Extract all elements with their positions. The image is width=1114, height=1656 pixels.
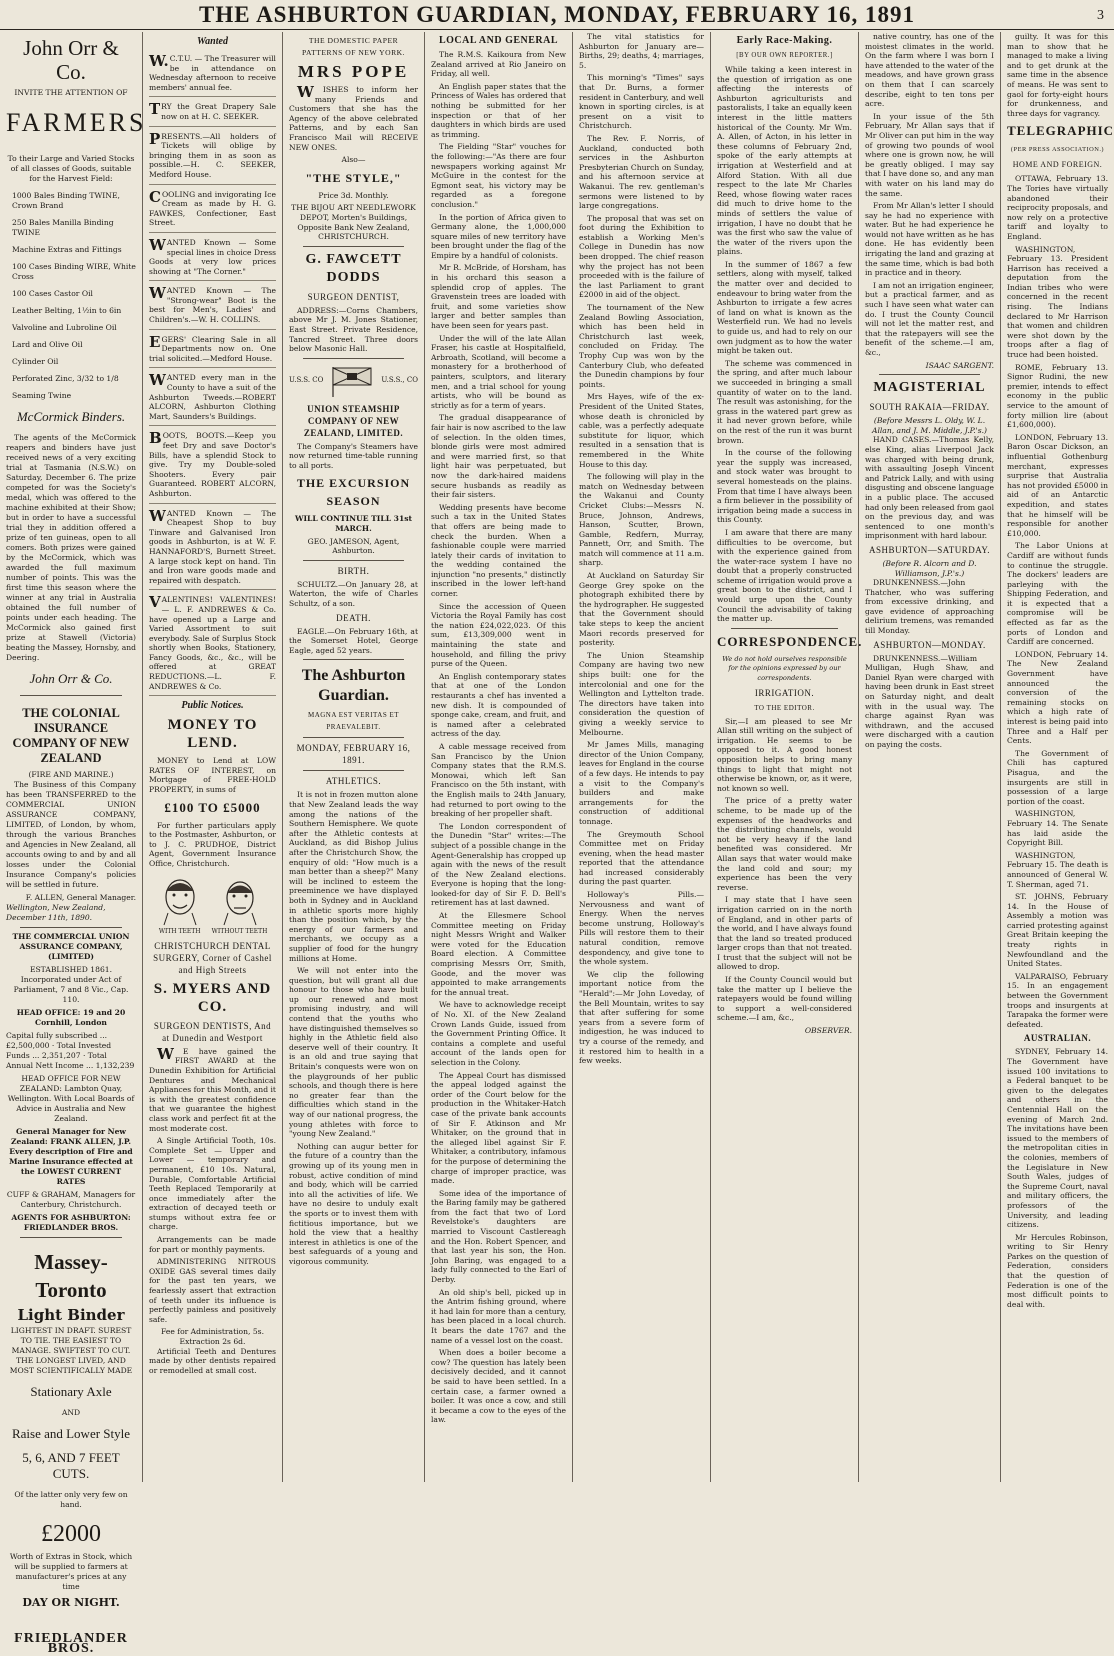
column-4-local-general [424, 32, 572, 1482]
union-steamship-heading: UNION STEAMSHIP COMPANY OF NEW ZEALAND, LIMITED. [303, 403, 404, 438]
column-2-wanted [142, 32, 282, 1482]
cable-item: OTTAWA, February 13. The Tories have virtually abandoned their reciprocity proposals, and now rely on a protective tariff and loyalty to England. [1007, 174, 1108, 241]
classified-ad: WANTED every man in the County to have a suit of the Ashburton Tweeds.—ROBERT ALCORN, Ashburton Clothing Mart, Saunders's Buildings. [149, 370, 276, 426]
commercial-union-heading: THE COMMERCIAL UNION ASSURANCE COMPANY, (LIMITED) [12, 932, 130, 961]
divider [303, 737, 404, 738]
massey-toronto-heading: Massey-Toronto [34, 1250, 108, 1302]
mrs-pope-text: WISHES to inform her many Friends and Customers that she has the Agency of the above celebrated Patterns, and by each San Francisco Mail will RECEIVE NEW ONES. [289, 83, 418, 152]
article-paragraph: The scheme was commenced in the spring, and after much labour we succeeded in bringing a small quantity of water on to the land. The result was astonishing, for the grass in the watered part grew as it had never grown before, while on the rest of the run it was burnt brown. [717, 358, 852, 445]
letter-signature: OBSERVER. [804, 1026, 852, 1036]
news-item: The R.M.S. Kaikoura from New Zealand arrived at Rio Janeiro on Friday, all well. [431, 50, 566, 79]
cable-item: The Government of Chili has captured Pisagua, and the insurgents are still in possession of a large portion of the coast. [1007, 748, 1108, 806]
nitrous-oxide-text: ADMINISTERING NITROUS OXIDE GAS several times daily for the past ten years, we fearlessly assert that extraction of teeth under its influence is perfectly painless and positively safe. [149, 1257, 276, 1324]
telegraphic-heading: TELEGRAPHIC [1007, 123, 1114, 139]
press-association-line: (PER PRESS ASSOCIATION.) [1010, 146, 1105, 154]
irrigation-heading: IRRIGATION. [754, 687, 815, 698]
firm-name-repeat: John Orr & Co. [29, 671, 113, 686]
money-range: £100 TO £5000 [164, 799, 261, 815]
mrs-pope-heading: MRS POPE [297, 62, 410, 81]
bench-line: (Before R. Alcorn and D. Williamson, J.P.'s.) [882, 558, 977, 578]
dental-portraits [149, 875, 276, 937]
news-item: Mr James Mills, managing director of the Union Company, leaves for England in the course of a few days. He intends to pay a visit to the Company's builders and make arrangements for the construction of additional tonnage. [579, 740, 704, 826]
agent-line: GEO. JAMESON, Agent, Ashburton. [307, 536, 400, 556]
divider [20, 1237, 122, 1238]
news-item: At the Ellesmere School Committee meeting on Friday night Messrs Wright and Walker were voted for the Education Board election. A Committee comprising Messrs Orr, Smith, Goode, and the mover was appointed to make arrangements for the annual treat. [431, 911, 566, 997]
incorporation-line: Incorporated under Act of Parliament, 7 and 8 Vic., Cap. 110. [13, 975, 129, 1004]
stock-item: 250 Bales Manilla Binding TWINE [12, 218, 114, 237]
court-report-continued: guilty. It was for this man to show that he managed to make a living and to get drunk at the same time in the absence of means. He was sent to gaol for forty-eight hours for drunkenness, and three days for vagrancy. [1007, 32, 1108, 118]
administration-fee: Fee for Administration, 5s. Extraction 2s 6d. [161, 1327, 264, 1346]
stock-item: 1000 Bales Binding TWINE, Crown Brand [12, 191, 120, 210]
colonial-insurance-heading: THE COLONIAL INSURANCE COMPANY OF NEW ZEALAND [12, 706, 130, 765]
divider [879, 374, 980, 375]
established-line: ESTABLISHED 1861. [29, 965, 113, 974]
divider [303, 659, 404, 660]
column-6-race-making-correspondence [710, 32, 863, 1482]
news-item: The Fielding "Star" vouches for the following:—"As there are four newspapers working against Mr McGuire in the contest for the Egmont seat, his victory may be regarded as a foregone conclusion." [431, 142, 566, 209]
column-7-letters-magisterial [858, 32, 1000, 1482]
the-style-heading: "THE STYLE," [305, 170, 402, 185]
to-editor-line: TO THE EDITOR. [754, 703, 815, 712]
cable-item: The Labor Unions at Cardiff are without funds to continue the struggle. The dockers' leaders are parleying with the Shipping Federation, and it is expected that a compromise will be effected as far as the ports of London and Cardiff are concerned. [1007, 541, 1108, 647]
news-item: The following will play in the match on Wednesday between the Wakanui and County Cricket Clubs:—Messrs N. Bruce, Johnson, Andrews, Hanson, Scutter, Brown, Gamble, Redfern, Murray, Pannett, Orr, and Smith. The match will commence at 11 a.m. sharp. [579, 472, 704, 568]
also-line: Also— [341, 155, 366, 165]
race-making-byline: [BY OUR OWN REPORTER.] [736, 52, 833, 59]
news-item: An old ship's bell, picked up in the Antrim fishing ground, where it had lain for more than a century, has been placed in a local church. It bears the date 1767 and the name of a vessel lost on the coast. [431, 1287, 566, 1345]
colonial-date: Wellington, New Zealand, December 11th, 1890. [6, 903, 106, 922]
news-item: The Greymouth School Committee met on Friday evening, when the head master reported that the attendance had increased considerably during the past quarter. [579, 829, 704, 887]
myers-award-text: WE have gained the FIRST AWARD at the Dunedin Exhibition for Artificial Dentures and Mechanical Appliances for this Month, and it is with the greatest confidence that we guarantee the highest class work and perfect fit at the most moderate cost. [149, 1044, 276, 1133]
stock-item: 100 Cases Binding WIRE, White Cross [12, 262, 136, 281]
cable-item: LONDON, February 14. The New Zealand Government have announced the conversion of the remaining stocks on which a high rate of interest is being paid into Three and a Half per Cents. [1007, 649, 1108, 746]
firm-name: John Orr & Co. [23, 36, 119, 84]
article-paragraph: While taking a keen interest in the question of irrigation as one affecting the interests of Ashburton agriculturists and pastoralists, I take an equally keen interest in the little matters historical of the County. Mr Wm. A. Allen, of Acton, in his letter in these columns of February 2nd, spoke of the early attempts at irrigation at Westerfield and at Alford Station. With all due respect to the late Mr Charles Reed, whose flowing water races did much to drive home to the minds of settlers the value of irrigation, I have no doubt that he was the first who saw the value of the water of the rivers upon the plains. [717, 65, 852, 257]
correspondence-note: We do not hold ourselves responsible for the opinions expressed by our correspondents. [722, 654, 847, 683]
classified-ad: EGERS' Clearing Sale in all Departments now on. One trial solicited.—Medford House. [149, 332, 276, 369]
magisterial-heading: MAGISTERIAL [873, 380, 986, 396]
paper-name-heading: The Ashburton Guardian. [301, 667, 406, 705]
union-steamship-flags [289, 365, 418, 397]
portrait-without-teeth [212, 875, 268, 937]
classified-ad: PRESENTS.—All holders of Tickets will oblige by bringing them in as soon as possible.—H. C. SEEKER, Medford House. [149, 129, 276, 185]
cable-item: WASHINGTON, February 13. President Harrison has received a deputation from the Indian tribes who were concerned in the recent rising. The Indians declared to Mr Harrison that women and children were shot down by the troops after a flag of truce had been hoisted. [1007, 244, 1108, 360]
nz-office-line: HEAD OFFICE FOR NEW ZEALAND: Lambton Quay, Wellington. With Local Boards of Advice in Australia and New Zealand. [7, 1074, 135, 1123]
colonial-text: The Business of this Company has been TRANSFERRED to the COMMERCIAL UNION ASSURANCE COMPANY, LIMITED, of London, by whom, through the various Branches and Agencies in New Zealand, all accounts owing to and by and all losses under the Colonial Insurance Company's policies will be settled in future. [6, 780, 136, 889]
classified-ad: TRY the Great Drapery Sale now on at H. C. SEEKER. [149, 99, 276, 126]
paper-patterns-heading: THE DOMESTIC PAPER PATTERNS OF NEW YORK. [301, 36, 406, 57]
head-office-line: HEAD OFFICE: 19 and 20 Cornhill, London [16, 1008, 126, 1027]
money-to-lend-text: MONEY to Lend at LOW RATES OF INTEREST, on Mortgage of FREE-HOLD PROPERTY, in sums of [149, 756, 276, 795]
death-heading: DEATH. [336, 612, 371, 623]
feet-cuts-line: 5, 6, AND 7 FEET CUTS. [22, 1450, 120, 1481]
dodds-name: G. FAWCETT DODDS [305, 251, 402, 285]
correspondence-heading: CORRESPONDENCE. [717, 633, 863, 649]
repair-text: Artificial Teeth and Dentures made by other dentists repaired or remodelled at small cost. [149, 1346, 276, 1375]
letter-paragraph: native country, has one of the moistest climates in the world. On the farm where I was born I have attended to the water of the meadows, and have grown grass on them that I can scarcely describe, eight to ten tons per acre. [865, 32, 994, 109]
letter-paragraph: I may state that I have seen irrigation carried on in the north of England, and in other parts of the world, and I have always found that the land so treated produced larger crops than that not treated. I trust that the subject will not be allowed to drop. [717, 895, 853, 972]
race-making-heading: Early Race-Making. [736, 35, 833, 46]
tooth-prices: A Single Artificial Tooth, 10s. Complete Set — Upper and Lower — temporary and permanent, £10 10s. Natural, Durable, Comfortable Artificial Teeth Replaced Temporarily at once immediately after the extraction of decayed teeth or stumps without extra fee or charge. [149, 1136, 276, 1232]
local-general-heading: LOCAL AND GENERAL [438, 35, 559, 46]
cable-item: ROME, February 13. Signor Rudini, the new premier, intends to effect economy in the public service to the amount of forty million lire (about £1,600,000). [1007, 362, 1108, 430]
feet-cuts-note: Of the latter only very few on hand. [14, 1490, 128, 1509]
athletics-paragraph: It is not in frozen mutton alone that New Zealand leads the way among the nations of the Southern Hemisphere. We quote after the Athletic contests at Auckland, as did Bishop Julius after the Christchurch Show, the enquiry of old: "How much is a man better than a sheep?" Many will be inclined to esteem the preeminence we have displayed both in Sydney and in Auckland in athletic sports more highly than the position which, by the energy of our farmers and merchants, we occupy as a supplier of food for the hungry millions at Home. [289, 790, 418, 963]
letter-signature: ISAAC SARGENT. [925, 360, 994, 370]
news-item: A cable message received from San Francisco by the Union Company states that the R.M.S. Monowai, which left San Francisco on the 5th instant, with the English mails to 24th January, had returned to port owing to the breaking of her propeller shaft. [431, 741, 566, 819]
news-item: An English paper states that the Princess of Wales has ordered that nothing be submitted for her inspection or that of her daughters in which birds are used as trimming. [431, 81, 566, 139]
style-price: Price 3d. Monthly. [318, 190, 389, 200]
athletics-heading: ATHLETICS. [325, 776, 382, 787]
ashburton-monday-heading: ASHBURTON—MONDAY. [873, 639, 986, 650]
news-item: Since the accession of Queen Victoria the Royal Family has cost the nation £24,022,023. Of this sum, £13,309,000 went in maintaining the state and household, and filling the privy purse of the Queen. [431, 601, 566, 669]
ashburton-saturday-heading: ASHBURTON—SATURDAY. [868, 544, 991, 555]
letter-paragraph: In your issue of the 5th February, Mr Allan says that if Mr Oliver can put him in the way of growing two pounds of wool where one is grown now, he will be greatly obliged. I may say that I have done so, and any man with water on his land may do the same. [865, 111, 994, 198]
colonial-signature: F. ALLEN, General Manager. [25, 893, 136, 902]
column-5-news [572, 32, 710, 1482]
farmers-heading: FARMERS [6, 108, 147, 137]
article-paragraph: In the summer of 1867 a few settlers, along with myself, talked the matter over and decided to endeavour to bring water from the Ashburton to irrigate a few acres of land on what is known as the Westerfield run. We had no levels to guide us, and had to rely on our own judgment as to how the water might be taken out. [717, 259, 852, 356]
news-item: The tournament of the New Zealand Bowling Association, which has been held in Christchurch last week, concluded on Friday. The Trophy Cup was won by the Canterbury Club, who defeated the Dunedin champions by four points. [579, 303, 704, 389]
stock-item: Lard and Olive Oil [12, 340, 83, 349]
myers-heading: S. MYERS AND CO. [153, 980, 272, 1015]
payment-arrangements: Arrangements can be made for part or monthly payments. [149, 1235, 276, 1254]
excursion-heading: THE EXCURSION SEASON [296, 476, 411, 509]
news-item: The vital statistics for Ashburton for January are—Births, 29; deaths, 4; marriages, 5. [579, 32, 704, 70]
raise-lower-line: Raise and Lower Style [11, 1426, 131, 1441]
cable-item: WASHINGTON, February 14. The Senate has laid aside the Copyright Bill. [1007, 809, 1108, 848]
classified-ad: W.C.T.U. — The Treasurer will be in attendance on Wednesday afternoon to receive members' annual fee. [149, 51, 276, 97]
mccormick-text: The agents of the McCormick reapers and binders have just received news of a very exciting trial at Tasmania (N.S.W.) on Saturday, December 6. The prize competed for was the Society's medal, which was offered to the machine exhibited at their Show; but in order to have a successful trial they in addition offered a prize of ten guineas, open to all comers. Both prizes were gained by the McCormick, which was awarded the full maximum number of points. This was the first time this season where the winner at any trial in Australia obtained the full number of points under each heading. The McCormick also gained first prize at Stawell (Victoria) beating the Massey, Hornsby, and Deering. [6, 433, 136, 662]
news-item: We clip the following important notice from the "Herald":—Mr John Loveday, of the Bell Mountain, writes to say that after suffering for some years from a severe form of indigestion, he was induced to try a course of the remedy, and it restored him to health in a few weeks. [579, 969, 704, 1066]
court-report: HAND CASES.—Thomas Kelly, else King, alias Liverpool Jack was charged with being drunk, with assaulting Joseph Vincent and Patrick Lally, and with using disgusting and obscene language in a public place. The accused had only been released from gaol on the previous day, and was sentenced to one month's imprisonment with hard labour. [865, 435, 994, 541]
stock-item: Machine Extras and Fittings [12, 245, 122, 254]
birth-notice: SCHULTZ.—On January 28, at Waterton, the wife of Charles Schultz, of a son. [289, 579, 418, 609]
divider [20, 695, 122, 696]
day-night-line: DAY OR NIGHT. [22, 1596, 120, 1609]
column-1-advertisements [0, 32, 147, 1656]
divider [20, 927, 122, 928]
classified-ad: BOOTS, BOOTS.—Keep you feet Dry and save Doctor's Bills, have a splendid Stock to give. Try my Double-soled Shooters. Every pair Guaranteed. ROBERT ALCORN, Ashburton. [149, 428, 276, 503]
news-item: At Auckland on Saturday Sir George Grey spoke on the photograph exhibited there by the hydrographer. He suggested that the Government should take steps to keep the ancient Maori records preserved for posterity. [579, 571, 704, 648]
news-item: The London correspondent of the Dunedin "Star" writes:—The subject of a possible change in the Agent-Generalship has cropped up again with the news of the result of the New Zealand elections. Everyone is hoping that the long-looked-for day of Sir F. D. Bell's retirement has at last dawned. [431, 821, 566, 908]
divider [303, 770, 404, 771]
news-item: When does a boiler become a cow? The question has lately been decisively decided, and it cannot be said to have been settled. In a certain case, a farmer owned a boiler. It was once a cow, and still it became a cow to the eyes of the law. [431, 1348, 566, 1425]
excursion-text: WILL CONTINUE TILL 31st MARCH. [294, 514, 413, 534]
needlework-depot: THE BIJOU ART NEEDLEWORK DEPOT, Morten's Buildings, Opposite Bank New Zealand, CHRISTCHURCH. [291, 203, 416, 242]
and-line: AND [61, 1408, 81, 1417]
stock-item: 100 Cases Castor Oil [12, 289, 93, 298]
mccormick-heading: McCormick Binders. [16, 409, 126, 424]
athletics-paragraph: Nothing can augur better for the future of a country than the growing up of its young men in robust, active condition of mind and body, which will be carried into all the activities of life. We have no desire to unduly exalt the sports or to invest them with fictitious importance, but we hold the view that a healthy interest in athletics is one of the best safeguards of a young and vigorous community. [289, 1141, 418, 1266]
invite-line: INVITE THE ATTENTION OF [14, 88, 128, 97]
news-item: Under the will of the late Allan Fraser, his castle at Hospitalfield, Arbroath, Scotland, will become a monastery for a brotherhood of painters, sculptors, and literary men, and a trial school for young artists, who will be bound as strictly as for a term of years. [431, 333, 566, 410]
bench-line: (Before Messrs L. Oldy, W. L. Allan, and J. M. Middle, J.P.'s.) [871, 416, 988, 435]
letter-paragraph: Sir,—I am pleased to see Mr Allan still writing on the subject of irrigation. He seems to be opposed to it. A good honest opposition helps to bring many things to light that might not otherwise be known, or, as it were, not known so well. [717, 716, 852, 793]
house-flag-icon [329, 365, 375, 397]
masthead [0, 0, 1114, 30]
article-paragraph: I am aware that there are many difficulties to be overcome, but with the experience gained from the water-race system I have no doubt that a properly constructed scheme of irrigation would prove a great boon to the district, and I would urge upon the County Council the advisability of taking the matter up. [717, 527, 852, 624]
portrait-without-teeth-label: WITHOUT TEETH [211, 928, 268, 936]
cable-item: SYDNEY, February 14. The Government have issued 100 invitations to a Federal banquet to be given to the delegates and others in the Centennial Hall on the evening of March 2nd. The invitations have been issued to the members of the metropolitan cities in the colonies, members of the Legislature in New South Wales, judges of the Supreme Court, naval and military officers, the professors of the University, and leading citizens. [1007, 1047, 1108, 1230]
page-number: 3 [1097, 8, 1104, 23]
light-binder-heading: Light Binder [17, 1306, 125, 1324]
home-foreign-heading: HOME AND FOREIGN. [1012, 160, 1103, 170]
news-item: This morning's "Times" says that Dr. Burns, a former resident in Canterbury, and well known in sporting circles, is at present on a visit to Christchurch. [579, 73, 704, 131]
stock-list [6, 191, 136, 401]
letter-paragraph: The price of a pretty water scheme, to be made up of the expenses of the headworks and the distributing channels, would not be very heavy if the land benefited was considered. Mr Allan says that water would make the land cold and sour; my experience has been the very reverse. [717, 796, 852, 892]
article-paragraph: In the course of the following year the supply was increased, and stock water was brought to several homesteads on the plains. From that time I have always been a firm believer in the possibility of irrigation being made a success in this County. [717, 448, 852, 525]
stock-item: Cylinder Oil [12, 357, 59, 366]
friedlander-bros-footer: FRIEDLANDER BROS. [14, 1631, 128, 1656]
divider [731, 628, 838, 629]
news-item: We have to acknowledge receipt of No. XI. of the New Zealand Crown Lands Guide, issued from the Government Printing Office. It contains a complete and useful account of the lands open for selection in the Colony. [431, 1000, 566, 1067]
amount-text: Worth of Extras in Stock, which will be supplied to farmers at manufacturer's prices at any time [9, 1552, 133, 1591]
dodds-address: ADDRESS:—Corns Chambers, above Mr J. M. Jones Stationer, East Street. Private Residence, Tancred Street. Three doors below Masonic Hall. [289, 305, 418, 354]
portrait-with-teeth [158, 875, 202, 937]
athletics-paragraph: We will not enter into the question, but will grant all due honour to those who have built up our renewed and most promising industry, and will contend that the youths who have distinguished themselves so highly in the Athletic field also deserve well of their country. It is an old and true saying that Britain's conquests were won on the playgrounds of her public schools, and though there is here no greater fear than the difficulties which stand in the way of our national progress, the young athletes with force to "young New Zealand." [289, 966, 418, 1139]
news-item: Some idea of the importance of the Baring family may be gathered from the fact that two of Lord Revelstoke's daughters are married to Viscount Castlereagh and the Hon. Robert Spencer, and that last year his son, the Hon. John Baring, was engaged to a lady fully connected to the Earl of Derby. [431, 1188, 566, 1285]
money-apply-text: For further particulars apply to the Postmaster, Ashburton, or to J. C. PRUDHOE, District Agent, Government Insurance Office, Christchurch. [149, 820, 276, 868]
colonial-subheading: (FIRE AND MARINE.) [28, 770, 114, 779]
amount-heading: £2000 [41, 1521, 101, 1547]
stock-item: Valvoline and Lubroline Oil [12, 323, 117, 332]
column-8-telegraphic [1000, 32, 1114, 1482]
news-item: The Union Steamship Company are having two new ships built: one for the intercolonial and one for the Wellington and Lyttelton trade. The directors have taken into consideration the question of giving a weekly service to Melbourne. [579, 650, 704, 737]
birth-heading: BIRTH. [337, 565, 370, 576]
news-item: The Rev. F. Norris, of Auckland, conducted both services in the Ashburton Presbyterian Church on Sunday, and his afternoon service at Wakanui. The rev. gentleman's sermons were listened to by large congregations. [579, 133, 704, 211]
stationary-axle-line: Stationary Axle [30, 1384, 112, 1399]
binder-features: LIGHTEST IN DRAFT. SUREST TO TIE. THE EASIEST TO MANAGE. SWIFTEST TO CUT. THE LONGEST LIVED, AND MOST SCIENTIFICALLY MADE [9, 1326, 133, 1375]
news-item: Holloway's Pills.—Nervousness and want of Energy. When the nerves become unstrung, Holloway's Pills will restore them to their natural condition, remove despondency, and give tone to the whole system. [579, 890, 704, 967]
australian-heading: AUSTRALIAN. [1023, 1033, 1092, 1044]
flag-label-right: U.S.S., CO [381, 375, 418, 384]
editorial-date: MONDAY, FEBRUARY 16, 1891. [296, 743, 411, 766]
divider [303, 358, 404, 359]
face-without-teeth-icon [218, 875, 262, 925]
nz-manager-line: General Manager for New Zealand: FRANK ALLEN, J.P. Every description of Fire and Marine Insurance effected at the LOWEST CURRENT RATES [9, 1127, 133, 1186]
letter-paragraph: I am not an irrigation engineer, but a practical farmer, and as such I have seen what water can do. I trust the County Council will not let the matter rest, and that the ratepayers will see the benefit of the scheme.—I am, &c., [865, 280, 994, 357]
cable-item: LONDON, February 13. Baron Oscar Dickson, an influential Gothenburg merchant, expresses surprise that Australia has not provided £5000 in aid of an Antarctic expedition, and states that he himself will be responsible for another £10,000. [1007, 432, 1108, 538]
death-notice: EAGLE.—On February 16th, at the Somerset Hotel, George Eagle, aged 52 years. [289, 626, 418, 655]
myers-subheading: SURGEON DENTISTS, And at Dunedin and Westport [153, 1020, 272, 1043]
cable-item: VALPARAISO, February 15. In an engagement between the Government troops and insurgents at Tarapaka the former were defeated. [1007, 971, 1108, 1029]
cable-item: WASHINGTON, February 15. The death is announced of General W. T. Sherman, aged 71. [1007, 850, 1108, 889]
south-rakaia-heading: SOUTH RAKAIA—FRIDAY. [869, 402, 990, 413]
dental-surgery-heading: CHRISTCHURCH DENTAL SURGERY, Corner of Cashel and High Streets [153, 940, 272, 975]
news-item: An English contemporary states that at one of the London restaurants a chef has invented a new dish. It is compounded of sponge cake, cream, and fruit, and is named after a celebrated actress of the day. [431, 671, 566, 739]
letter-paragraph: If the County Council would but take the matter up I believe the ratepayers would be found willing to support a well-considered scheme.—I am, &c., [717, 975, 852, 1023]
letter-paragraph: From Mr Allan's letter I should say he had no experience with water. But he had experience he would not have written as he has done. He has evidently been irrigating the land and grazing at the same time, which is bad both in practice and in theory. [865, 201, 995, 278]
flag-label-left: U.S.S. CO [289, 375, 324, 384]
news-item: Wedding presents have become such a tax in the United States that offers are being made to check the burden. When a fashionable couple were married lately their cards of invitation to the wedding contained the injunction "no presents," distinctly inscribed in the lower left-hand corner. [431, 502, 566, 599]
face-with-teeth-icon [158, 875, 202, 925]
news-item: In the portion of Africa given to Germany alone, the 1,000,000 square miles of new territory have been brought under the flag of the Empire by a handful of colonists. [431, 212, 566, 260]
union-steamship-text: The Company's Steamers have now returned time-table running to all ports. [289, 441, 418, 470]
agents-line: AGENTS FOR ASHBURTON: FRIEDLANDER BROS. [11, 1213, 131, 1232]
cuff-graham-line: CUFF & GRAHAM, Managers for Canterbury, Christchurch. [6, 1190, 136, 1209]
stock-intro: To their Large and Varied Stocks of all classes of Goods, suitable for the Harvest Field: [7, 154, 135, 183]
public-notices-heading: Public Notices. [181, 700, 244, 712]
news-item: The Appeal Court has dismissed the appeal lodged against the order of the Court below for the production in the Whitaker-Hatch case of the private bank accounts of Sir F. Atkinson and Mr Whitaker, on the ground that in the alleged libel against Sir F. Whitaker, a contributory, infamous for the purpose of determining the charge of improper practice, was made. [431, 1070, 566, 1186]
cable-item: ST. JOHNS, February 14. In the House of Assembly a motion was carried protesting against Great Britain keeping the treaty rights in Newfoundland and the United States. [1007, 892, 1108, 969]
cable-item: Mr Hercules Robinson, writing to Sir Henry Parkes on the question of Federation, considers that the question of Federation is one of the most difficult points to deal with. [1007, 1232, 1108, 1309]
court-report: DRUNKENNESS.—John Thatcher, who was suffering from excessive drinking, and gave evidence of approaching delirium tremens, was remanded till Monday. [865, 578, 994, 636]
paper-motto: MAGNA EST VERITAS ET PRAEVALEBIT. [307, 711, 400, 732]
column-3-notices-editorial [282, 32, 424, 1482]
classified-ad: VALENTINES! VALENTINES! — L. F. ANDREWES & Co. have opened up a Large and Varied Assortment to suit everybody. Sale of Surplus Stock shortly when Books, Stationery, Fancy Goods, &c., &c., will be offered at GREAT REDUCTIONS.—L. F. ANDREWES & Co. [149, 592, 276, 696]
portrait-with-teeth-label: WITH TEETH [158, 928, 201, 936]
news-item: Mrs Hayes, wife of the ex-President of the United States, whose death is chronicled by cable, was a perfectly adequate substitute for liquor, which resulted in a sensation that is remembered in the White House to this day. [579, 392, 704, 469]
news-item: The gradual disappearance of fair hair is now ascribed to the law of selection. In the olden times, blonde girls were most admired and were married first, so that light hair was perpetuated, but now the dark-haired maidens secure husbands as readily as their fair sisters. [431, 413, 566, 500]
money-to-lend-heading: MONEY TO LEND. [167, 717, 258, 752]
news-item: The proposal that was set on foot during the Exhibition to establish a Working Men's College in Dunedin has now been dropped. The chief reason why the project has not been proceeded with is the failure of the last Parliament to grant £2000 in aid of the object. [579, 213, 704, 300]
newspaper-title: THE ASHBURTON GUARDIAN, MONDAY, FEBRUARY 16, 1891 [199, 2, 915, 27]
dodds-title: SURGEON DENTIST, [307, 291, 400, 302]
stock-item: Seaming Twine [12, 391, 72, 400]
divider [303, 560, 404, 561]
divider [303, 246, 404, 247]
wanted-heading: Wanted [197, 36, 228, 47]
classified-ad: WANTED Known — The Cheapest Shop to buy Tinware and Galvanised Iron goods in Ashburton, is at W. F. HANNAFORD'S, Burnett Street. A large stock kept on hand. Tin and Iron ware goods made and repaired with despatch. [149, 506, 276, 591]
capital-figures: Capital fully subscribed ... £2,500,000 · Total Invested Funds ... 2,351,207 · Total Annual Nett Income ... 1,132,239 [6, 1031, 135, 1070]
stock-item: Perforated Zinc, 3/32 to 1/8 [12, 374, 119, 383]
court-report: DRUNKENNESS.—William Mulligan, Hugh Shaw, and Daniel Ryan were charged with having been drunk in East street on Saturday night, and dealt with in the usual way. The charge against Ryan was withdrawn, and the accused were discharged with a caution on paying the costs. [865, 653, 994, 749]
stock-item: Leather Belting, 1½in to 6in [12, 306, 122, 315]
classified-ad: COOLING and invigorating Ice Cream as made by H. G. FAWKES, Confectioner, East Street. [149, 187, 276, 233]
classified-ad: WANTED Known — The "Strong-wear" Boot is the best for Men's, Ladies' and Children's.—W. H. COLLINS. [149, 283, 276, 329]
classified-ad: WANTED Known — Some special lines in choice Dress Goods at very low prices showing at "The Corner." [149, 235, 276, 281]
news-item: Mr R. McBride, of Horsham, has in his orchard this season a splendid crop of apples. The Gravenstein trees are loaded with fruit, and some varieties show larger and better samples than have been seen for years past. [431, 263, 566, 331]
